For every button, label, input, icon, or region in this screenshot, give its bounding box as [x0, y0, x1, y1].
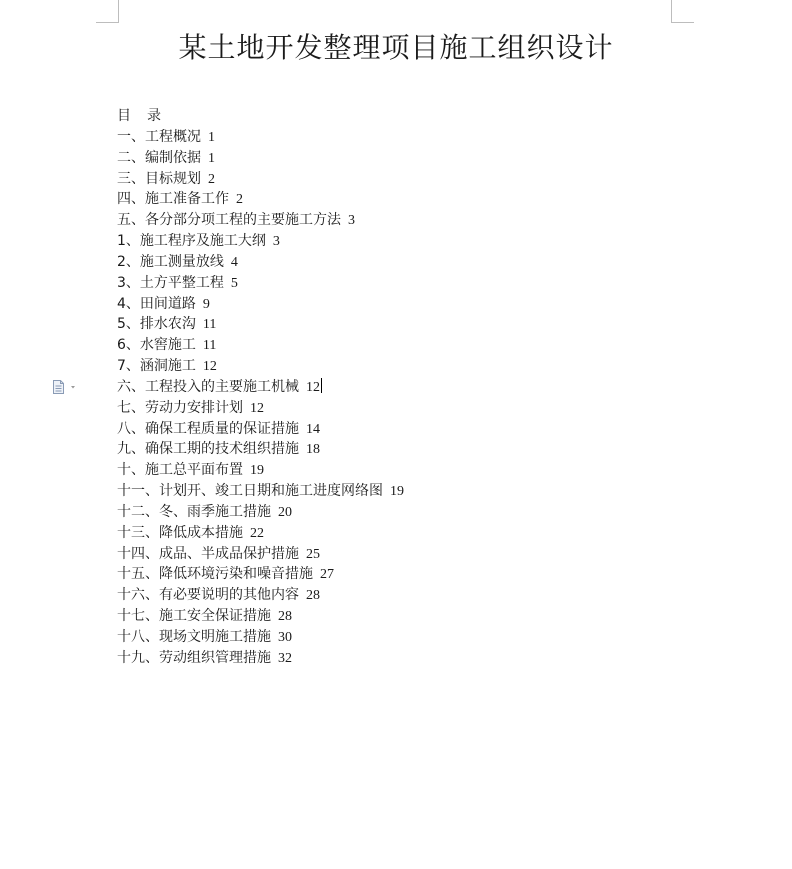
- toc-entry[interactable]: [117, 564, 677, 585]
- toc-entry-label: 7、涵洞施工: [117, 358, 196, 375]
- toc-entry[interactable]: [117, 460, 677, 481]
- toc-entry-label: 十五、降低环境污染和噪音措施: [117, 566, 313, 583]
- toc-entry-label: 6、水窖施工: [117, 337, 196, 354]
- toc-entry[interactable]: [117, 252, 677, 273]
- toc-entry[interactable]: [117, 606, 677, 627]
- document-title[interactable]: 某土地开发整理项目施工组织设计: [178, 31, 614, 64]
- crop-mark-top-left: [96, 0, 119, 23]
- toc-entry-page: 1: [208, 150, 215, 166]
- toc-entry-page: 32: [278, 650, 292, 666]
- toc-entry[interactable]: [117, 294, 677, 315]
- toc-entry-page: 2: [236, 192, 243, 208]
- table-of-contents: [117, 106, 677, 669]
- toc-entry-label: 十二、冬、雨季施工措施: [117, 503, 271, 520]
- toc-entry-label: 二、编制依据: [117, 149, 201, 166]
- text-cursor: [321, 378, 322, 393]
- toc-entry-label: 5、排水农沟: [117, 316, 196, 333]
- toc-entry-page: 3: [348, 213, 355, 229]
- toc-entry-page: 28: [278, 609, 292, 625]
- toc-entry[interactable]: [117, 398, 677, 419]
- toc-heading-left: 目: [117, 108, 131, 124]
- toc-entry-page: 3: [272, 234, 280, 250]
- toc-entry-label: 九、确保工期的技术组织措施: [117, 441, 299, 458]
- toc-entry[interactable]: [117, 627, 677, 648]
- toc-entry-label: 六、工程投入的主要施工机械: [117, 378, 299, 395]
- toc-entry[interactable]: [117, 523, 677, 544]
- toc-entry-page: 4: [230, 254, 238, 270]
- toc-entry[interactable]: [117, 314, 677, 335]
- toc-entry-page: 30: [278, 629, 292, 645]
- toc-entry-label: 十七、施工安全保证措施: [117, 608, 271, 625]
- toc-entry[interactable]: [117, 481, 677, 502]
- toc-entry[interactable]: [117, 544, 677, 565]
- crop-mark-top-right: [671, 0, 694, 23]
- toc-entry[interactable]: [117, 439, 677, 460]
- toc-entry[interactable]: [117, 335, 677, 356]
- toc-entry-page: 18: [306, 442, 320, 458]
- toc-entry[interactable]: [117, 127, 677, 148]
- toc-entry-label: 2、施工测量放线: [117, 253, 224, 270]
- toc-entry[interactable]: [117, 148, 677, 169]
- toc-entry-label: 三、目标规划: [117, 170, 201, 187]
- toc-entry-page: 5: [230, 275, 238, 291]
- toc-entry[interactable]: [117, 502, 677, 523]
- toc-entry[interactable]: [117, 189, 677, 210]
- toc-entry-label: 十三、降低成本措施: [117, 524, 243, 541]
- toc-entry-label: 十一、计划开、竣工日期和施工进度网络图: [117, 483, 383, 500]
- toc-entry-page: 12: [306, 379, 320, 395]
- toc-entry-page: 11: [202, 317, 217, 333]
- toc-entry-page: 11: [202, 338, 217, 354]
- toc-entry-page: 28: [306, 588, 320, 604]
- toc-entry-page: 25: [306, 546, 320, 562]
- toc-entry[interactable]: [117, 231, 677, 252]
- toc-entry[interactable]: [117, 356, 677, 377]
- toc-entry-label: 七、劳动力安排计划: [117, 399, 243, 416]
- caret-down-icon: [71, 386, 75, 389]
- document-icon[interactable]: [52, 380, 78, 394]
- toc-entry-page: 27: [320, 567, 334, 583]
- toc-entry-label: 八、确保工程质量的保证措施: [117, 420, 299, 437]
- toc-entry-page: 9: [202, 296, 210, 312]
- toc-heading-right: 录: [147, 108, 161, 124]
- toc-entry-label: 一、工程概况: [117, 129, 201, 145]
- toc-entry-label: 十四、成品、半成品保护措施: [117, 545, 299, 562]
- toc-entry-page: 2: [208, 171, 215, 187]
- toc-entry-page: 14: [306, 421, 320, 437]
- paragraph-marker[interactable]: [52, 379, 78, 393]
- toc-entry[interactable]: [117, 585, 677, 606]
- toc-entry-label: 十八、现场文明施工措施: [117, 628, 271, 645]
- toc-heading[interactable]: [117, 106, 677, 127]
- toc-entry-page: 1: [208, 130, 215, 145]
- toc-entry-label: 十六、有必要说明的其他内容: [117, 587, 299, 604]
- toc-entry[interactable]: [117, 210, 677, 231]
- toc-entry-label: 四、施工准备工作: [117, 191, 229, 208]
- toc-entry[interactable]: [117, 648, 677, 669]
- toc-entry-page: 19: [390, 484, 404, 500]
- toc-entry[interactable]: [117, 419, 677, 440]
- toc-entry-label: 五、各分部分项工程的主要施工方法: [117, 212, 341, 229]
- toc-entry-page: 12: [202, 359, 217, 375]
- toc-entry-page: 19: [250, 463, 264, 479]
- toc-entry[interactable]: [117, 169, 677, 190]
- toc-entry-page: 22: [250, 525, 264, 541]
- toc-entry[interactable]: [117, 273, 677, 294]
- toc-entry-label: 1、施工程序及施工大纲: [117, 233, 266, 250]
- toc-entry-label: 十、施工总平面布置: [117, 462, 243, 479]
- toc-entry-label: 十九、劳动组织管理措施: [117, 649, 271, 666]
- toc-entry-page: 12: [250, 400, 264, 416]
- toc-entry-active[interactable]: [117, 377, 677, 398]
- toc-entry-label: 3、土方平整工程: [117, 274, 224, 291]
- toc-entry-page: 20: [278, 504, 292, 520]
- toc-entry-label: 4、田间道路: [117, 295, 196, 312]
